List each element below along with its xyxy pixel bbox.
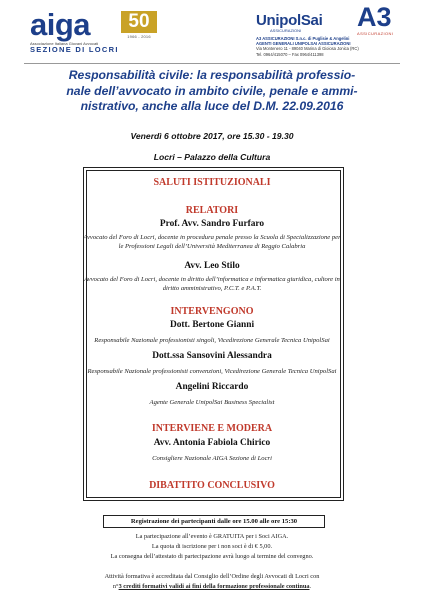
agency-info	[256, 36, 396, 57]
speaker-furfaro-desc	[0, 233, 424, 251]
section-relatori: RELATORI	[185, 205, 239, 216]
agency-line: Via Montenero 11 - 89040 Marina di Gioiosa Jonica (RC)	[256, 46, 359, 52]
desc-line: Avvocato del Foro di Locri, docente in diritto dell’informatica e informatica giuridica, cultore in	[84, 276, 340, 283]
desc-line: le Professioni Legali dell’Università Mediterranea di Reggio Calabria	[118, 243, 306, 250]
footer-line: Attività formativa è accreditata dal Consiglio dell’Ordine degli Avvocati di Locri con	[104, 573, 320, 580]
credits-suffix: .	[309, 583, 312, 590]
footer-line: La partecipazione all’evento è GRATUITA per i Soci AIGA.	[135, 533, 289, 540]
section-intervengono: INTERVENGONO	[170, 306, 254, 317]
section-saluti: SALUTI ISTITUZIONALI	[153, 177, 271, 188]
desc-line: diritto amministrativo, P.C.T. e P.A.T.	[162, 285, 262, 292]
speaker-sansovini-desc: Responsabile Nazionale professionisti convenzioni, Vicedirezione Generale Tecnica UnipolSai	[87, 368, 337, 375]
a3-subtitle: ASSICURAZIONI	[357, 31, 394, 36]
event-venue: Locri – Palazzo della Cultura	[153, 152, 271, 162]
title-line: nale dell’avvocato in ambito civile, penale e ammi-	[66, 83, 358, 98]
speaker-stilo-desc	[0, 275, 424, 293]
speaker-furfaro-name: Prof. Avv. Sandro Furfaro	[159, 219, 265, 229]
speaker-stilo-name: Avv. Leo Stilo	[184, 261, 240, 271]
speaker-bertone-desc: Responsabile Nazionale professionisti singoli, Vicedirezione Generale Tecnica UnipolSai	[94, 337, 330, 344]
section-modera: INTERVIENE E MODERA	[151, 423, 273, 434]
footer-line: La consegna dell’attestato di partecipazione avrà luogo al termine del convegno.	[110, 553, 314, 560]
speaker-chirico-name: Avv. Antonia Fabiola Chirico	[153, 438, 271, 448]
speaker-angelini-name: Angelini Riccardo	[175, 382, 249, 392]
unipolsai-logo: UnipolSai	[256, 12, 323, 29]
unipolsai-subtitle: ASSICURAZIONI	[270, 28, 302, 33]
header-divider	[24, 63, 400, 64]
speaker-chirico-desc: Consigliere Nazionale AIGA Sezione di Locri	[152, 455, 272, 462]
desc-line: Avvocato del Foro di Locri, docente in procedura penale presso la Scuola di Specializzazione per	[83, 234, 341, 241]
event-title	[14, 68, 410, 115]
registration-box: Registrazione dei partecipanti dalle ore 15.00 alle ore 15:30	[103, 515, 325, 528]
footer-credits	[0, 583, 424, 590]
aiga-section: SEZIONE DI LOCRI	[30, 45, 119, 54]
a3-logo: A3	[357, 2, 392, 32]
credits-bold: 3 crediti formativi validi ai fini della formazione professionale continua	[118, 583, 310, 590]
aiga-logo-word: aiga	[30, 7, 91, 42]
aiga-years: 1966 - 2016	[127, 34, 151, 39]
aiga-association-name: Associazione Italiana Giovani Avvocati	[30, 41, 99, 46]
title-line: nistrativo, anche alla luce del D.M. 22.09.2016	[80, 99, 344, 113]
agency-line: AGENTI GENERALI UNIPOLSAI ASSICURAZIONI	[256, 41, 351, 47]
credits-prefix: n°	[112, 583, 119, 590]
section-dibattito: DIBATTITO CONCLUSIVO	[149, 480, 275, 491]
speaker-bertone-name: Dott. Bertone Gianni	[169, 320, 255, 330]
title-line: Responsabilità civile: la responsabilità professio-	[68, 68, 356, 82]
footer-line: La quota di iscrizione per i non soci è di € 5,00.	[151, 543, 273, 550]
speaker-sansovini-name: Dott.ssa Sansovini Alessandra	[152, 351, 272, 361]
speaker-angelini-desc: Agente Generale UnipolSai Business Specialist	[149, 399, 275, 406]
aiga-50-badge: 50	[121, 11, 157, 33]
agency-line: Tel. 0964/415070 – Fax 0964/411398	[256, 51, 324, 57]
agency-line: A3 ASSICURAZIONI S.n.c. di Puglisie & Angelini	[256, 36, 350, 41]
event-date: Venerdì 6 ottobre 2017, ore 15.30 - 19.30	[130, 131, 294, 141]
